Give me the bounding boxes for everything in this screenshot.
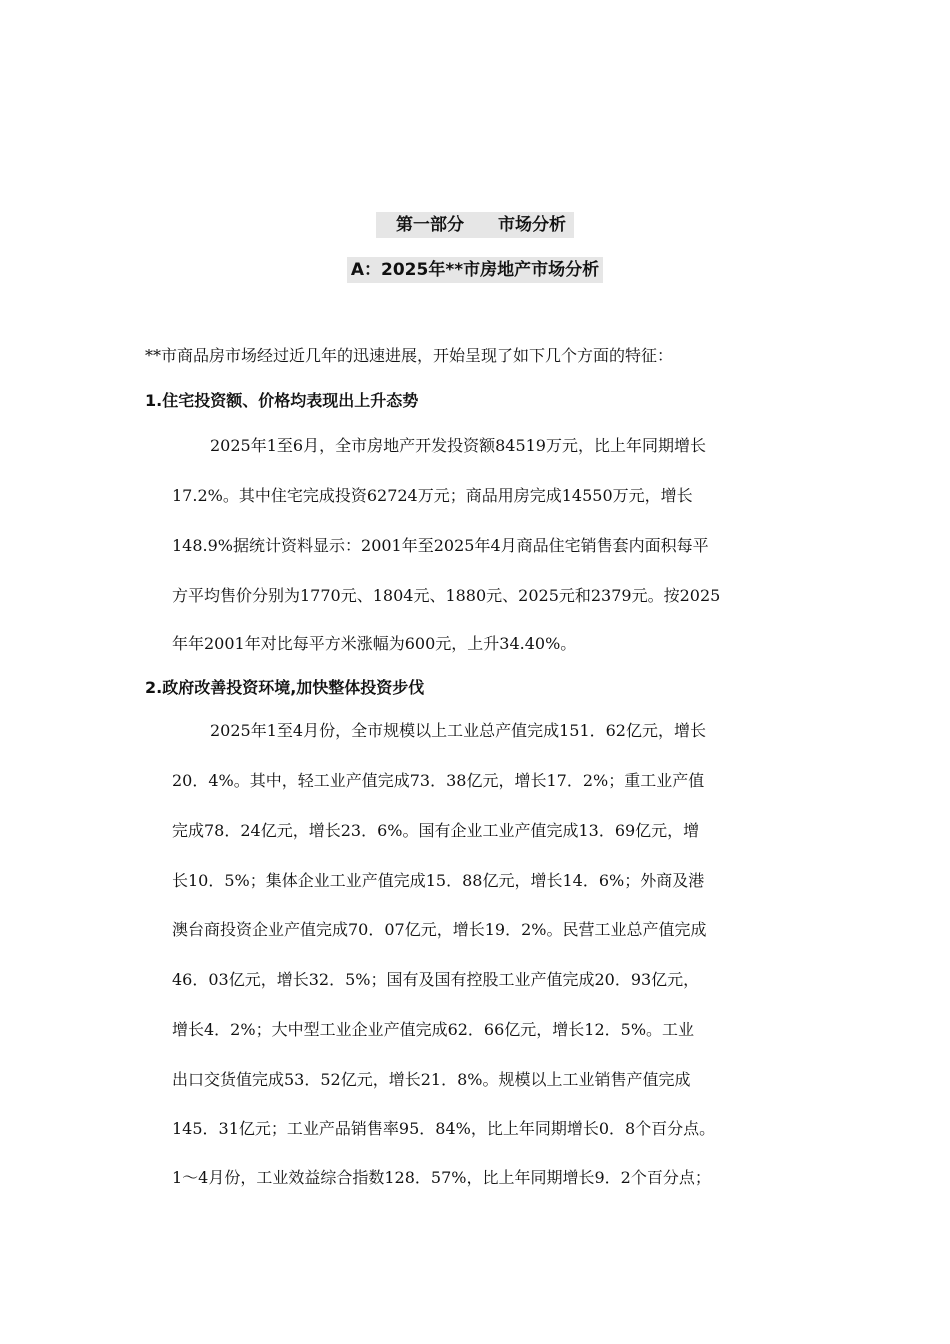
section-1-line: 17.2%。其中住宅完成投资62724万元；商品用房完成14550万元，增长 xyxy=(172,486,693,505)
section-heading-1: 1.住宅投资额、价格均表现出上升态势 xyxy=(145,391,419,410)
section-1-line: 148.9%据统计资料显示：2001年至2025年4月商品住宅销售套内面积每平 xyxy=(172,536,709,555)
section-1-line: 年年2001年对比每平方米涨幅为600元，上升34.40%。 xyxy=(172,634,577,653)
part-title-block xyxy=(0,212,950,238)
section-2-line: 1～4月份，工业效益综合指数128．57%，比上年同期增长9．2个百分点； xyxy=(172,1168,711,1187)
sub-title: A：2025年**市房地产市场分析 xyxy=(347,257,603,283)
section-2-line: 完成78．24亿元，增长23．6%。国有企业工业产值完成13．69亿元，增 xyxy=(172,821,700,840)
section-2-line: 澳台商投资企业产值完成70．07亿元，增长19．2%。民营工业总产值完成 xyxy=(172,920,707,939)
section-2-line: 出口交货值完成53．52亿元，增长21．8%。规模以上工业销售产值完成 xyxy=(172,1070,691,1089)
intro-paragraph: **市商品房市场经过近几年的迅速进展，开始呈现了如下几个方面的特征： xyxy=(145,346,674,365)
section-2-line: 长10．5%；集体企业工业产值完成15．88亿元，增长14．6%；外商及港 xyxy=(172,871,705,890)
section-1-line: 2025年1至6月，全市房地产开发投资额84519万元，比上年同期增长 xyxy=(210,436,706,455)
section-2-line: 增长4．2%；大中型工业企业产值完成62．66亿元，增长12．5%。工业 xyxy=(172,1020,695,1039)
section-2-line: 145．31亿元；工业产品销售率95．84%，比上年同期增长0．8个百分点。 xyxy=(172,1119,716,1138)
section-2-line: 2025年1至4月份，全市规模以上工业总产值完成151．62亿元，增长 xyxy=(210,721,706,740)
section-2-line: 20．4%。其中，轻工业产值完成73．38亿元，增长17．2%；重工业产值 xyxy=(172,771,705,790)
section-2-line: 46．03亿元，增长32．5%；国有及国有控股工业产值完成20．93亿元， xyxy=(172,970,700,989)
part-title: 第一部分 市场分析 xyxy=(376,212,574,238)
section-1-line: 方平均售价分别为1770元、1804元、1880元、2025元和2379元。按2025 xyxy=(172,586,721,605)
sub-title-block xyxy=(0,257,950,283)
section-heading-2: 2.政府改善投资环境,加快整体投资步伐 xyxy=(145,678,425,697)
